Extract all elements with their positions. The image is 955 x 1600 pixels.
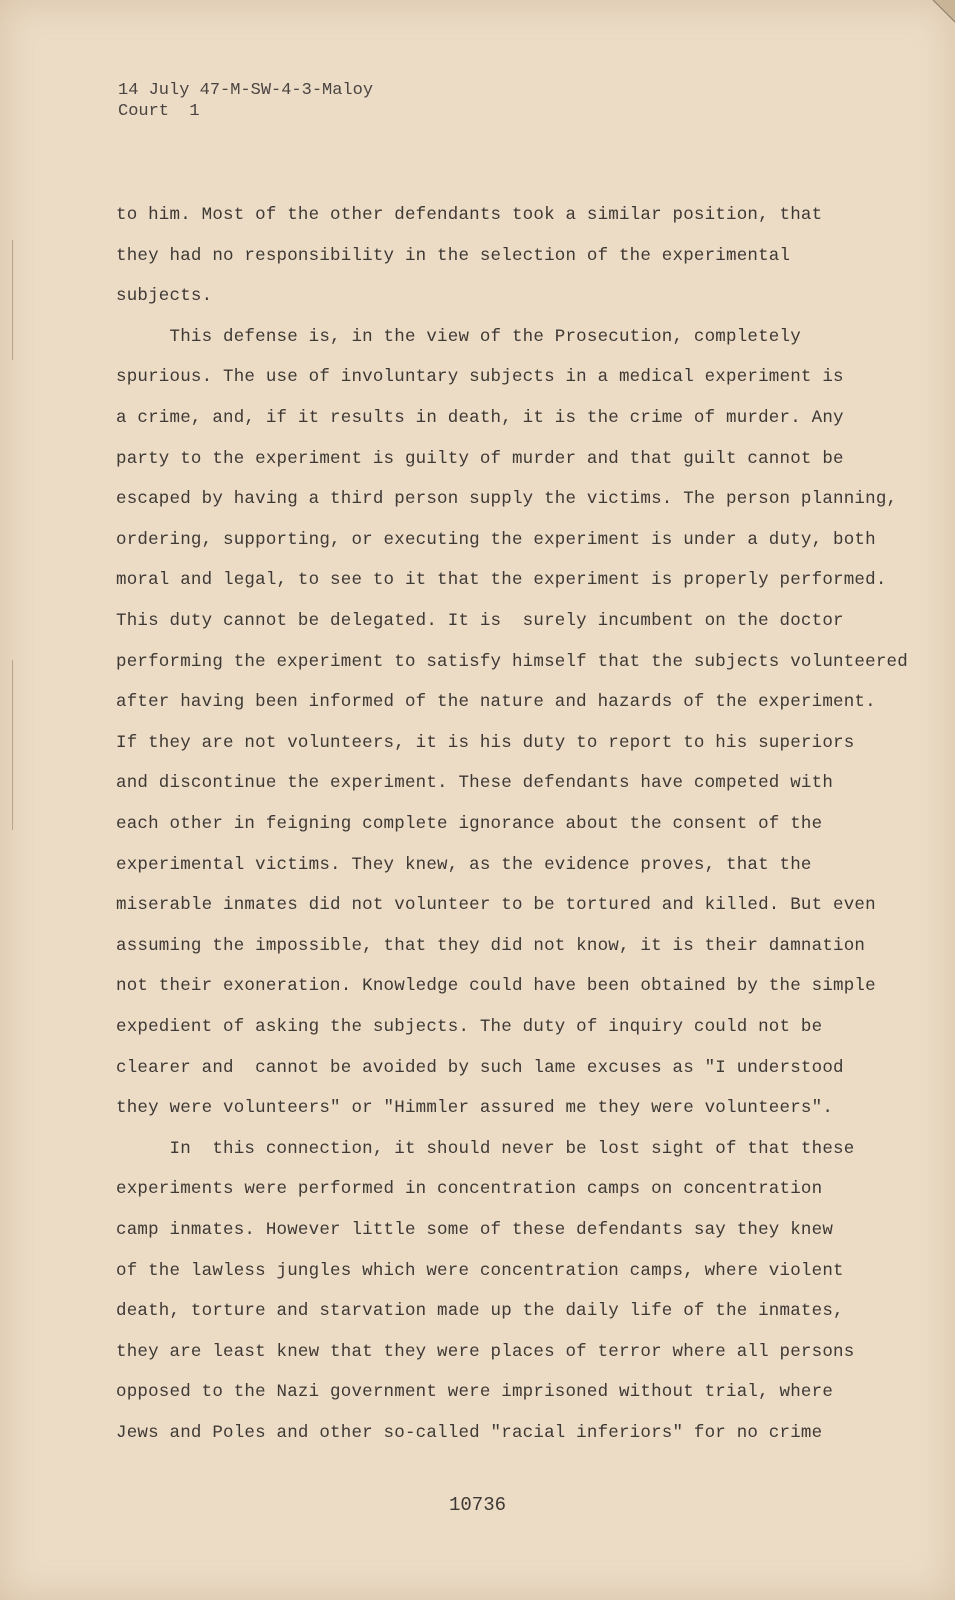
text-line: clearer and cannot be avoided by such lame excuses as "I understood xyxy=(116,1057,844,1078)
text-line: of the lawless jungles which were concentration camps, where violent xyxy=(116,1260,844,1281)
text-line: death, torture and starvation made up the daily life of the inmates, xyxy=(116,1301,844,1322)
text-line: each other in feigning complete ignorance about the consent of the xyxy=(116,814,823,834)
page-number: 10736 xyxy=(448,1494,506,1516)
text-line: moral and legal, to see to it that the experiment is properly performed. xyxy=(116,570,887,591)
text-line: ordering, supporting, or executing the experiment is under a duty, both xyxy=(116,529,876,550)
text-line: they had no responsibility in the selection of the experimental xyxy=(116,245,791,266)
text-line: If they are not volunteers, it is his duty to report to his superiors xyxy=(116,732,855,753)
text-line: miserable inmates did not volunteer to be tortured and killed. But even xyxy=(116,895,876,916)
text-line: This duty cannot be delegated. It is surely incumbent on the doctor xyxy=(116,611,844,631)
text-line: camp inmates. However little some of these defendants say they knew xyxy=(116,1220,834,1240)
margin-mark xyxy=(12,240,13,360)
text-line: escaped by having a third person supply the victims. The person planning, xyxy=(116,489,898,510)
header-court: Court 1 xyxy=(118,102,200,121)
document-header xyxy=(118,80,373,122)
text-line: they are least knew that they were places of terror where all persons xyxy=(116,1341,855,1362)
text-line: This defense is, in the view of the Prosecution, completely xyxy=(116,326,801,347)
text-line: assuming the impossible, that they did not know, it is their damnation xyxy=(116,935,866,956)
text-line: experimental victims. They knew, as the evidence proves, that the xyxy=(116,854,812,875)
text-line: not their exoneration. Knowledge could have been obtained by the simple xyxy=(116,976,876,997)
text-line: experiments were performed in concentration camps on concentration xyxy=(116,1179,823,1200)
text-line: In this connection, it should never be lost sight of that these xyxy=(116,1138,855,1159)
text-line: they were volunteers" or "Himmler assured me they were volunteers". xyxy=(116,1098,834,1119)
text-line: subjects. xyxy=(116,286,213,307)
text-line: a crime, and, if it results in death, it is the crime of murder. Any xyxy=(116,408,844,428)
folded-corner xyxy=(925,0,955,30)
header-date-reference: 14 July 47-M-SW-4-3-Maloy xyxy=(118,81,374,100)
text-line: after having been informed of the nature and hazards of the experiment. xyxy=(116,692,876,713)
text-line: and discontinue the experiment. These defendants have competed with xyxy=(116,773,834,794)
text-line: expedient of asking the subjects. The duty of inquiry could not be xyxy=(116,1017,823,1037)
margin-mark xyxy=(12,660,13,830)
text-line: Jews and Poles and other so-called "racial inferiors" for no crime xyxy=(116,1423,823,1443)
text-line: opposed to the Nazi government were imprisoned without trial, where xyxy=(116,1382,834,1403)
text-line: party to the experiment is guilty of murder and that guilt cannot be xyxy=(116,448,844,469)
text-line: spurious. The use of involuntary subjects in a medical experiment is xyxy=(116,367,844,388)
text-line: to him. Most of the other defendants took a similar position, that xyxy=(116,205,823,225)
text-line: performing the experiment to satisfy himself that the subjects volunteered xyxy=(116,651,908,672)
